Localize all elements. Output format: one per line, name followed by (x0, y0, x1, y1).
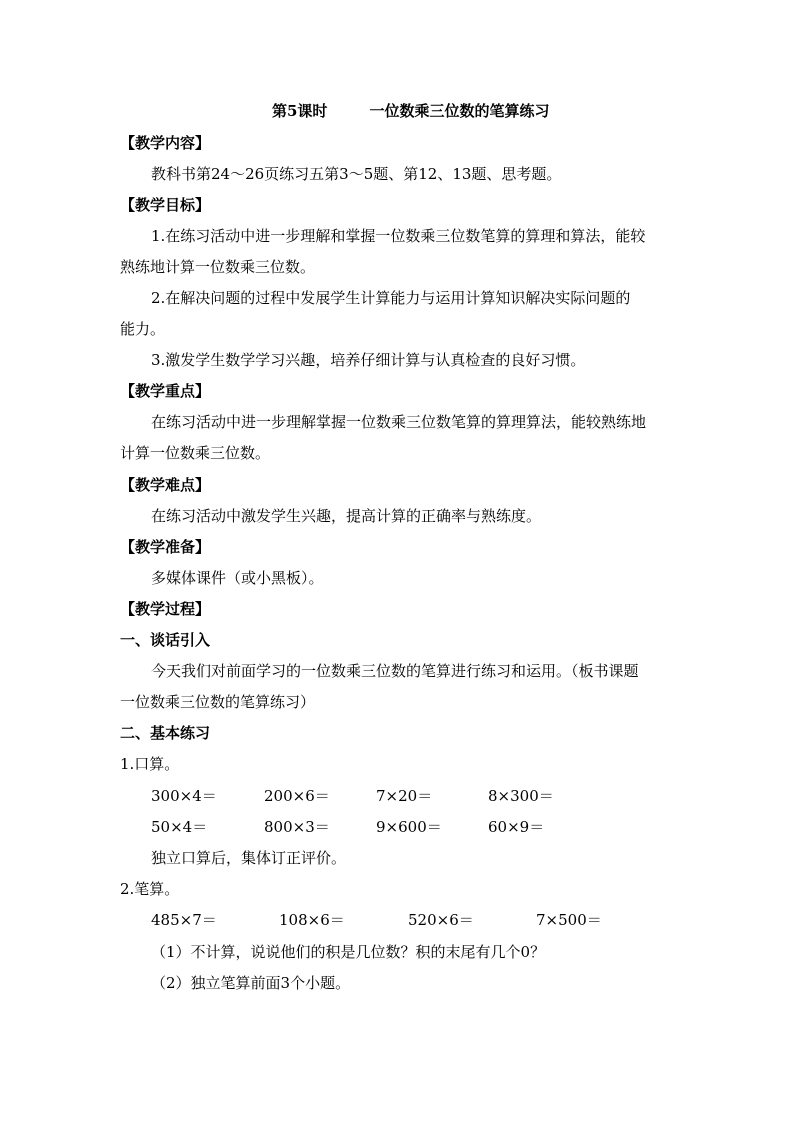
oral-item: 200×6＝ (264, 787, 330, 805)
prep-text: 多媒体课件（或小黑板）。 (151, 569, 324, 587)
exercise1-note: 独立口算后，集体订正评价。 (151, 849, 347, 867)
prep-heading: 【教学准备】 (120, 538, 211, 556)
part1-heading: 一、谈话引入 (120, 631, 211, 649)
goals-heading: 【教学目标】 (120, 196, 211, 214)
written-item: 7×500＝ (536, 911, 602, 929)
difficulty-text: 在练习活动中激发学生兴趣，提高计算的正确率与熟练度。 (151, 507, 542, 525)
exercise2-question1: （1）不计算，说说他们的积是几位数？积的末尾有几个0？ (151, 943, 546, 961)
key-line2: 计算一位数乘三位数。 (120, 444, 271, 462)
goal2-line1: 2.在解决问题的过程中发展学生计算能力与运用计算知识解决实际问题的 (151, 289, 631, 307)
oral-item: 50×4＝ (151, 818, 208, 836)
written-item: 520×6＝ (408, 911, 474, 929)
goal1-line1: 1.在练习活动中进一步理解和掌握一位数乘三位数笔算的算理和算法，能较 (151, 227, 646, 245)
oral-item: 800×3＝ (264, 818, 330, 836)
part2-heading: 二、基本练习 (120, 724, 211, 742)
key-heading: 【教学重点】 (120, 382, 211, 400)
goal1-line2: 熟练地计算一位数乘三位数。 (120, 258, 316, 276)
key-line1: 在练习活动中进一步理解掌握一位数乘三位数笔算的算理算法，能较熟练地 (151, 413, 647, 431)
process-heading: 【教学过程】 (120, 600, 211, 618)
written-item: 108×6＝ (279, 911, 345, 929)
part1-line2: 一位数乘三位数的笔算练习） (120, 693, 316, 711)
oral-item: 300×4＝ (151, 787, 217, 805)
written-item: 485×7＝ (151, 911, 217, 929)
exercise2-question2: （2）独立笔算前面3个小题。 (151, 974, 351, 992)
exercise2-title: 2.笔算。 (120, 880, 180, 898)
goal3: 3.激发学生数学学习兴趣，培养仔细计算与认真检查的良好习惯。 (151, 351, 586, 369)
content-heading: 【教学内容】 (120, 134, 211, 152)
part1-line1: 今天我们对前面学习的一位数乘三位数的笔算进行练习和运用。（板书课题 (151, 662, 639, 680)
oral-item: 9×600＝ (376, 818, 442, 836)
oral-item: 7×20＝ (376, 787, 433, 805)
oral-item: 60×9＝ (488, 818, 545, 836)
exercise1-title: 1.口算。 (120, 755, 180, 773)
lesson-name: 一位数乘三位数的笔算练习 (369, 102, 550, 120)
content-text: 教科书第24～26页练习五第3～5题、第12、13题、思考题。 (151, 165, 562, 183)
lesson-number: 第5课时 (272, 102, 328, 120)
difficulty-heading: 【教学难点】 (120, 476, 211, 494)
oral-item: 8×300＝ (488, 787, 554, 805)
lesson-title (272, 101, 549, 121)
goal2-line2: 能力。 (120, 320, 166, 338)
